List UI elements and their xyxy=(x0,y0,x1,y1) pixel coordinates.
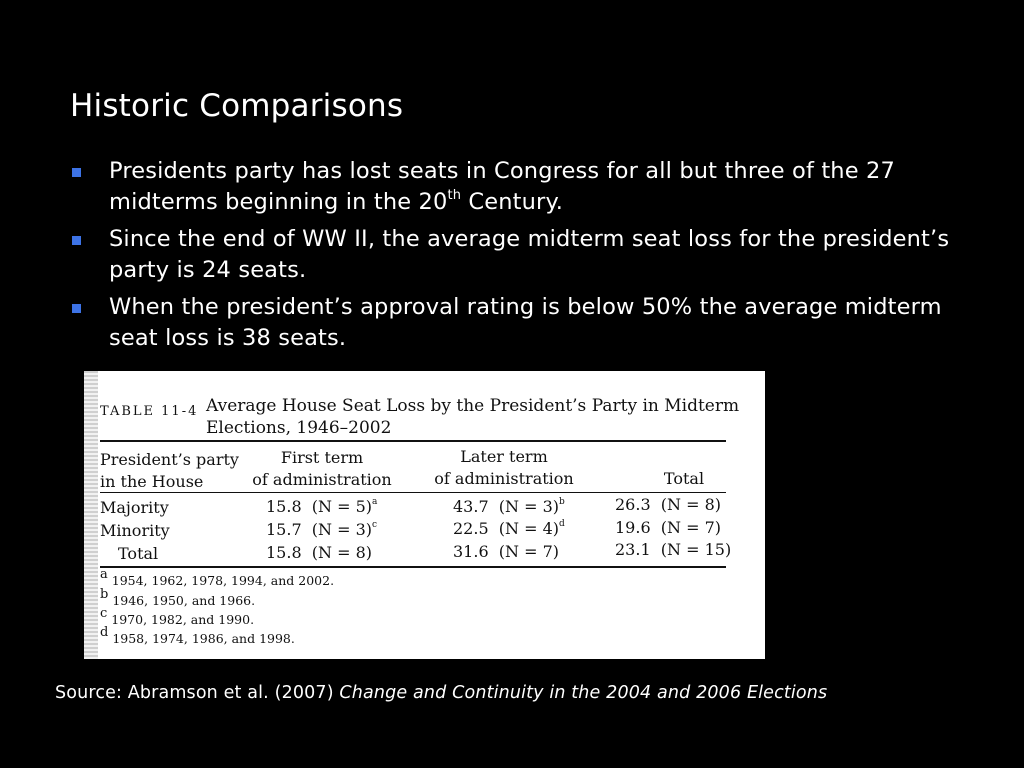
bullet-superscript: th xyxy=(447,187,462,203)
row-label-total: Total xyxy=(118,544,159,563)
cell-value: 19.6 xyxy=(615,518,651,537)
column-header-party xyxy=(100,449,239,493)
footnote-mark: c xyxy=(372,519,378,530)
cell-later-term xyxy=(453,519,565,538)
footnote-mark: a xyxy=(372,496,378,507)
footnote-mark: d xyxy=(559,518,565,529)
cell-first-term xyxy=(266,520,377,539)
cell-value: 22.5 xyxy=(453,519,489,538)
row-label-majority: Majority xyxy=(100,498,169,517)
header-line: First term xyxy=(280,448,364,467)
cell-count: (N = 7) xyxy=(498,542,560,561)
square-bullet-icon xyxy=(72,304,81,313)
cell-value: 31.6 xyxy=(453,542,489,561)
cell-count: (N = 3) xyxy=(311,520,373,539)
square-bullet-icon xyxy=(72,168,81,177)
header-line: President’s party xyxy=(100,450,239,469)
source-title: Change and Continuity in the 2004 and 2006 Elections xyxy=(339,683,828,703)
footnote-mark: c xyxy=(100,605,108,621)
table-caption-line: Elections, 1946–2002 xyxy=(206,418,392,438)
footnote-mark: a xyxy=(100,566,108,582)
footnote-mark: b xyxy=(559,496,565,507)
table-rule-bottom xyxy=(100,566,726,568)
table-caption-line: Average House Seat Loss by the President’s Party in Midterm xyxy=(206,396,740,416)
cell-count: (N = 7) xyxy=(660,518,722,537)
cell-total xyxy=(615,540,731,559)
cell-count: (N = 4) xyxy=(498,519,560,538)
column-header-first-term xyxy=(252,447,392,491)
bullet-text: Since the end of WW II, the average midterm seat loss for the president’s party is 24 seats. xyxy=(109,226,950,283)
cell-later-term xyxy=(453,497,565,516)
bullet-item xyxy=(70,224,990,286)
scan-edge xyxy=(84,371,98,659)
bullet-item xyxy=(70,156,990,218)
cell-value: 23.1 xyxy=(615,540,651,559)
header-line: in the House xyxy=(100,472,204,491)
footnote-text: 1970, 1982, and 1990. xyxy=(111,612,255,627)
footnote-mark: d xyxy=(100,624,109,640)
column-header-later-term xyxy=(434,446,574,490)
square-bullet-icon xyxy=(72,236,81,245)
header-line: Later term xyxy=(460,447,548,466)
cell-count: (N = 8) xyxy=(660,495,722,514)
cell-count: (N = 8) xyxy=(311,543,373,562)
cell-value: 43.7 xyxy=(453,497,489,516)
bullet-text-end: Century. xyxy=(461,189,564,215)
cell-later-term xyxy=(453,542,559,561)
bullet-text: When the president’s approval rating is below 50% the average midterm seat loss is 38 seats. xyxy=(109,294,942,351)
footnote xyxy=(100,624,295,646)
table-caption xyxy=(206,395,739,439)
footnote-mark: b xyxy=(100,586,109,602)
footnote xyxy=(100,605,255,627)
cell-value: 15.8 xyxy=(266,543,302,562)
cell-first-term xyxy=(266,543,372,562)
footnote xyxy=(100,586,256,608)
bullet-list xyxy=(70,156,990,360)
cell-value: 26.3 xyxy=(615,495,651,514)
footnote-text: 1946, 1950, and 1966. xyxy=(112,593,256,608)
table-rule-header xyxy=(100,492,726,493)
cell-value: 15.8 xyxy=(266,497,302,516)
scanned-table-image xyxy=(84,371,765,659)
footnote-text: 1958, 1974, 1986, and 1998. xyxy=(112,631,295,646)
header-line: of administration xyxy=(252,470,392,489)
cell-total xyxy=(615,495,721,514)
cell-total xyxy=(615,518,721,537)
footnote xyxy=(100,566,335,588)
table-rule-top xyxy=(100,440,726,442)
source-prefix: Source: Abramson et al. (2007) xyxy=(55,683,340,703)
column-header-total: Total xyxy=(663,469,705,488)
footnote-text: 1954, 1962, 1978, 1994, and 2002. xyxy=(111,573,335,588)
header-line: of administration xyxy=(434,469,574,488)
source-citation xyxy=(55,681,875,705)
cell-first-term xyxy=(266,497,377,516)
cell-count: (N = 15) xyxy=(660,540,732,559)
bullet-text: Presidents party has lost seats in Congress for all but three of the 27 midterms beginning in the 20 xyxy=(109,158,895,215)
bullet-item xyxy=(70,292,990,354)
slide-title: Historic Comparisons xyxy=(70,88,404,124)
cell-value: 15.7 xyxy=(266,520,302,539)
cell-count: (N = 5) xyxy=(311,497,373,516)
table-label: TABLE 11-4 xyxy=(100,404,199,419)
row-label-minority: Minority xyxy=(100,521,170,540)
cell-count: (N = 3) xyxy=(498,497,560,516)
